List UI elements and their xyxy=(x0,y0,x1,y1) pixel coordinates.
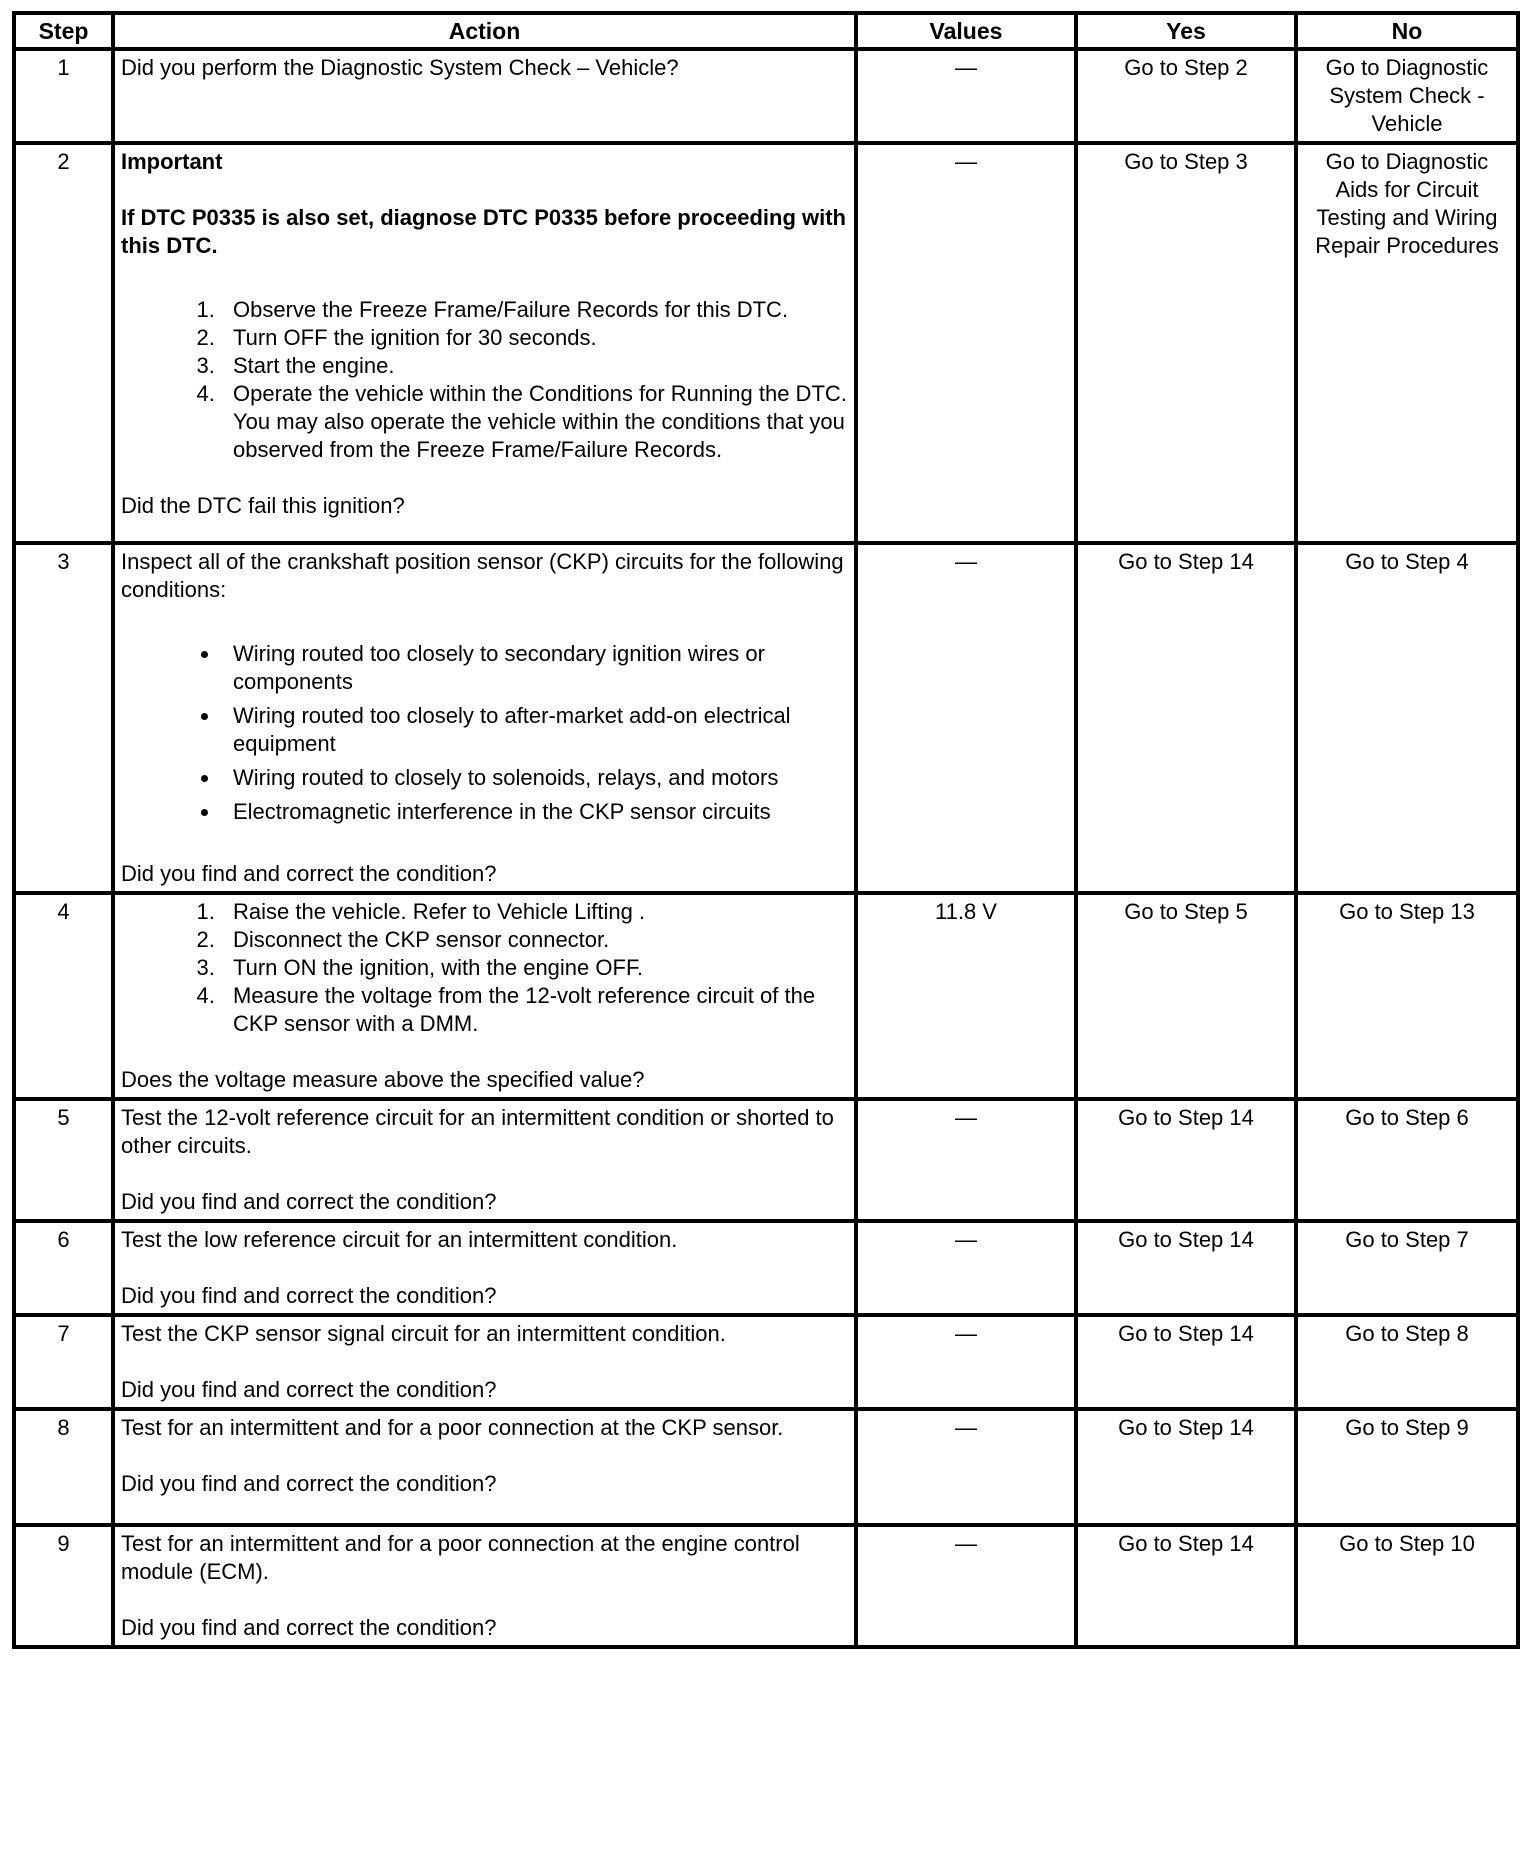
step-number: 1 xyxy=(14,49,113,143)
yes-cell: Go to Step 14 xyxy=(1076,1315,1296,1409)
list-item: 2. Disconnect the CKP sensor connector. xyxy=(221,926,848,954)
header-row xyxy=(14,13,1518,49)
list-item: 4. Operate the vehicle within the Conditions for Running the DTC. You may also operate the vehicle within the conditions that you observed from the Freeze Frame/Failure Records. xyxy=(221,380,848,464)
value-cell: — xyxy=(856,143,1076,543)
table-row xyxy=(14,49,1518,143)
list-item: 3. Start the engine. xyxy=(221,352,848,380)
list-item: 2. Turn OFF the ignition for 30 seconds. xyxy=(221,324,848,352)
list-item: • Wiring routed to closely to solenoids, relays, and motors xyxy=(221,764,848,792)
yes-cell: Go to Step 14 xyxy=(1076,543,1296,893)
action-cell xyxy=(113,143,856,543)
list-item: • Wiring routed too closely to secondary ignition wires or components xyxy=(221,640,848,696)
value-cell: — xyxy=(856,1315,1076,1409)
action-question: Did the DTC fail this ignition? xyxy=(121,493,405,518)
action-cell xyxy=(113,1525,856,1647)
list-item: 1. Observe the Freeze Frame/Failure Records for this DTC. xyxy=(221,296,848,324)
table-row xyxy=(14,1525,1518,1647)
step-number: 6 xyxy=(14,1221,113,1315)
no-cell: Go to Step 9 xyxy=(1296,1409,1518,1525)
condition-list xyxy=(121,640,848,826)
list-item: • Wiring routed too closely to after-market add-on electrical equipment xyxy=(221,702,848,758)
header-values: Values xyxy=(856,13,1076,49)
yes-cell: Go to Step 3 xyxy=(1076,143,1296,543)
step-number: 3 xyxy=(14,543,113,893)
action-text: Test the CKP sensor signal circuit for an intermittent condition. xyxy=(121,1321,726,1346)
no-cell: Go to Step 6 xyxy=(1296,1099,1518,1221)
value-cell: — xyxy=(856,1099,1076,1221)
step-number: 5 xyxy=(14,1099,113,1221)
table-row xyxy=(14,1315,1518,1409)
table-row xyxy=(14,1099,1518,1221)
yes-cell: Go to Step 5 xyxy=(1076,893,1296,1099)
step-number: 8 xyxy=(14,1409,113,1525)
procedure-list xyxy=(121,898,848,1038)
no-cell: Go to Step 13 xyxy=(1296,893,1518,1099)
no-cell: Go to Step 10 xyxy=(1296,1525,1518,1647)
procedure-list xyxy=(121,296,848,464)
yes-cell: Go to Step 14 xyxy=(1076,1099,1296,1221)
table-row xyxy=(14,143,1518,543)
no-text: Go to Diagnostic System Check - Vehicle xyxy=(1325,55,1489,136)
action-question: Did you find and correct the condition? xyxy=(121,1377,497,1402)
step-number: 7 xyxy=(14,1315,113,1409)
table-row xyxy=(14,1409,1518,1525)
yes-cell: Go to Step 2 xyxy=(1076,49,1296,143)
header-step: Step xyxy=(14,13,113,49)
value-cell: — xyxy=(856,543,1076,893)
action-question: Did you find and correct the condition? xyxy=(121,861,497,886)
value-cell: — xyxy=(856,1525,1076,1647)
step-number: 2 xyxy=(14,143,113,543)
header-yes: Yes xyxy=(1076,13,1296,49)
action-intro: Inspect all of the crankshaft position sensor (CKP) circuits for the following conditions: xyxy=(121,549,844,602)
list-item: 1. Raise the vehicle. Refer to Vehicle Lifting . xyxy=(221,898,848,926)
important-label: Important xyxy=(121,149,223,174)
table-row xyxy=(14,893,1518,1099)
no-cell: Go to Step 4 xyxy=(1296,543,1518,893)
list-item: 3. Turn ON the ignition, with the engine OFF. xyxy=(221,954,848,982)
list-item: 4. Measure the voltage from the 12-volt reference circuit of the CKP sensor with a DMM. xyxy=(221,982,848,1038)
yes-cell: Go to Step 14 xyxy=(1076,1409,1296,1525)
action-cell xyxy=(113,1099,856,1221)
action-question: Did you find and correct the condition? xyxy=(121,1615,497,1640)
action-text: Test the low reference circuit for an intermittent condition. xyxy=(121,1227,678,1252)
yes-cell: Go to Step 14 xyxy=(1076,1221,1296,1315)
no-cell xyxy=(1296,49,1518,143)
action-cell xyxy=(113,543,856,893)
action-cell xyxy=(113,893,856,1099)
value-cell: — xyxy=(856,1221,1076,1315)
no-cell: Go to Diagnostic Aids for Circuit Testing and Wiring Repair Procedures xyxy=(1296,143,1518,543)
table-row xyxy=(14,1221,1518,1315)
action-question: Does the voltage measure above the specified value? xyxy=(121,1067,645,1092)
action-cell xyxy=(113,1221,856,1315)
action-question: Did you find and correct the condition? xyxy=(121,1283,497,1308)
step-number: 4 xyxy=(14,893,113,1099)
no-cell: Go to Step 7 xyxy=(1296,1221,1518,1315)
important-text: If DTC P0335 is also set, diagnose DTC P0335 before proceeding with this DTC. xyxy=(121,205,846,258)
action-question: Did you find and correct the condition? xyxy=(121,1189,497,1214)
action-cell xyxy=(113,49,856,143)
value-cell: 11.8 V xyxy=(856,893,1076,1099)
header-action: Action xyxy=(113,13,856,49)
yes-cell: Go to Step 14 xyxy=(1076,1525,1296,1647)
action-text: Test for an intermittent and for a poor connection at the CKP sensor. xyxy=(121,1415,784,1440)
step-number: 9 xyxy=(14,1525,113,1647)
diagnostic-table xyxy=(12,11,1520,1649)
table-row xyxy=(14,543,1518,893)
no-cell: Go to Step 8 xyxy=(1296,1315,1518,1409)
value-cell: — xyxy=(856,49,1076,143)
action-cell xyxy=(113,1409,856,1525)
header-no: No xyxy=(1296,13,1518,49)
list-item: • Electromagnetic interference in the CKP sensor circuits xyxy=(221,798,848,826)
action-text: Test the 12-volt reference circuit for an intermittent condition or shorted to other circuits. xyxy=(121,1105,834,1158)
action-question: Did you find and correct the condition? xyxy=(121,1471,497,1496)
value-cell: — xyxy=(856,1409,1076,1525)
action-cell xyxy=(113,1315,856,1409)
action-text: Did you perform the Diagnostic System Check – Vehicle? xyxy=(121,55,679,80)
action-text: Test for an intermittent and for a poor connection at the engine control module (ECM). xyxy=(121,1531,800,1584)
